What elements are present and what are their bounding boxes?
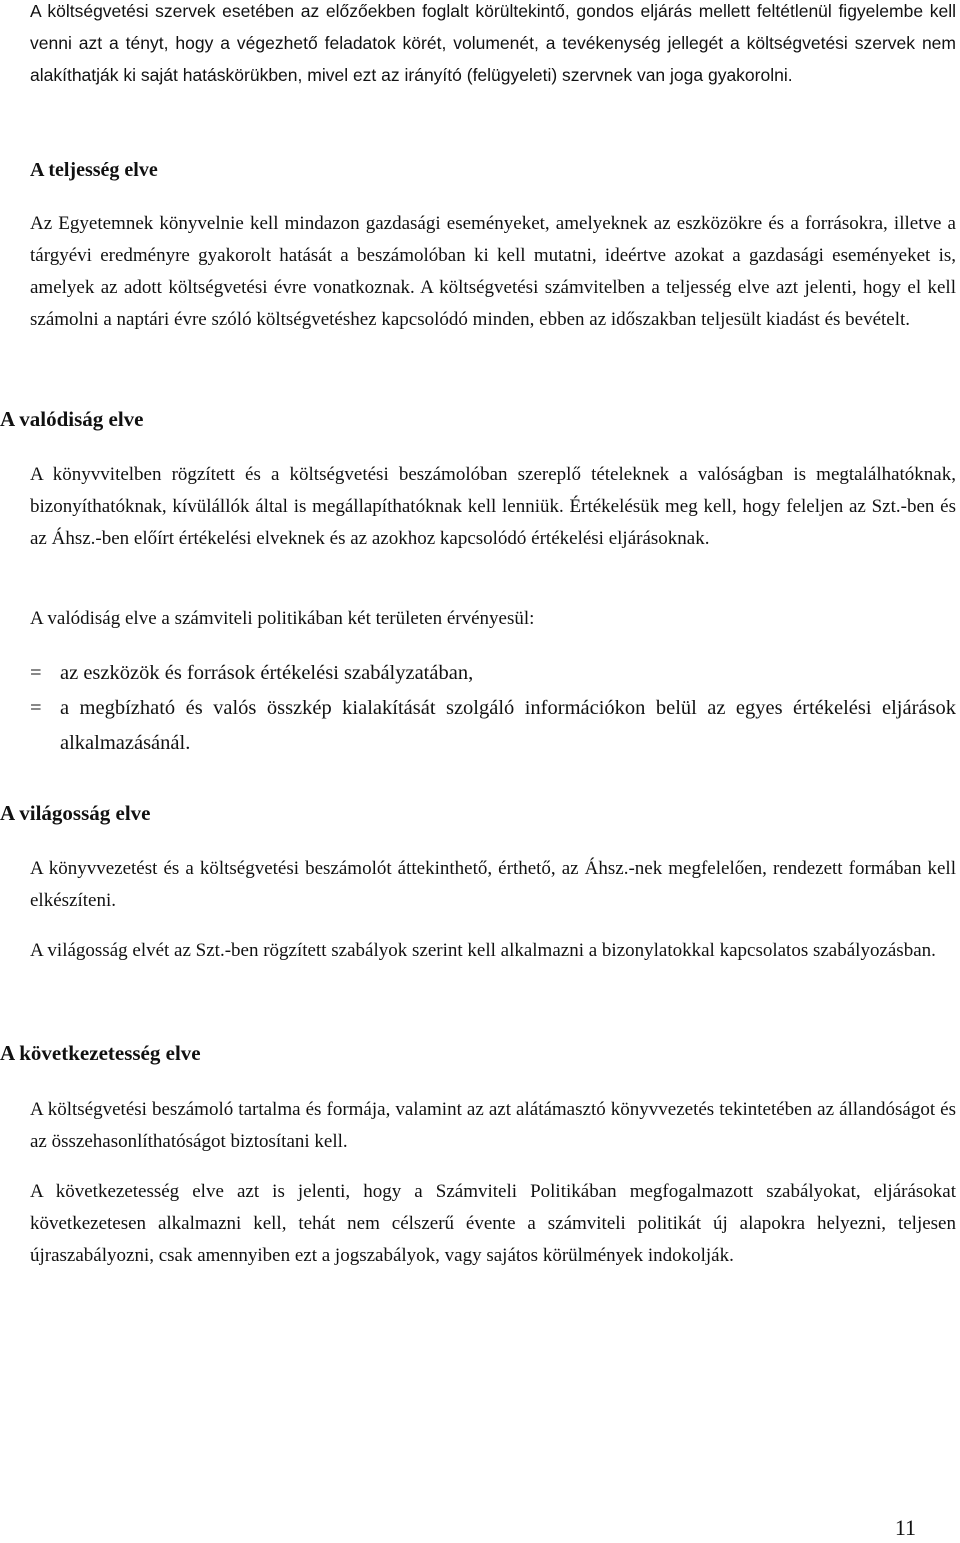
list-item-text: a megbízható és valós összkép kialakítását szolgáló információkon belül az egyes értékelési eljárások alkalmazásánál. xyxy=(60,697,956,754)
section-heading-vilagossag: A világosság elve xyxy=(0,801,151,825)
section-heading-teljesseg: A teljesség elve xyxy=(30,159,158,181)
list-item xyxy=(30,691,956,761)
section-heading-valodisag: A valódiság elve xyxy=(0,407,144,431)
valodisag-list xyxy=(30,656,956,761)
list-item xyxy=(30,656,956,691)
teljesseg-paragraph: Az Egyetemnek könyvelnie kell mindazon gazdasági eseményeket, amelyeknek az eszközökre és a forrásokra, illetve a tárgyévi eredményre gyakorolt hatását a beszámolóban ki kell mutatni, ideértve azokat a gazdasági eseményeket is, amelyek az adott költségvetési évre vonatkoznak. A költségvetési számvitelben a teljesség elve azt jelenti, hogy el kell számolni a naptári évre szóló költségvetéshez kapcsolódó minden, ebben az időszakban teljesült kiadást és bevételt. xyxy=(30,213,956,330)
intro-paragraph: A költségvetési szervek esetében az előzőekben foglalt körültekintő, gondos eljárás mellett feltétlenül figyelembe kell venni azt a tényt, hogy a végezhető feladatok körét, volumenét, a tevékenység jellegét a költségvetési szervek nem alakíthatják ki saját hatáskörükben, mivel ezt az irányító (felügyeleti) szervnek van joga gyakorolni. xyxy=(30,1,956,85)
list-item-text: az eszközök és források értékelési szabályzatában, xyxy=(60,662,474,684)
vilagossag-paragraph-2: A világosság elvét az Szt.-ben rögzített szabályok szerint kell alkalmazni a bizonylatokkal kapcsolatos szabályozásban. xyxy=(30,940,936,961)
equals-bullet-icon: = xyxy=(30,662,42,684)
valodisag-paragraph-1: A könyvvitelben rögzített és a költségvetési beszámolóban szereplő tételeknek a valóságban is megtalálhatóknak, bizonyíthatóknak, kívülállók által is megállapíthatóknak kell lenniük. Értékelésük meg kell, hogy feleljen az Szt.-ben és az Áhsz.-ben előírt értékelési elveknek és az azokhoz kapcsolódó értékelési eljárásoknak. xyxy=(30,464,956,549)
section-heading-kovetkezetesseg: A következetesség elve xyxy=(0,1041,201,1065)
kovetkezetesseg-paragraph-1: A költségvetési beszámoló tartalma és formája, valamint az azt alátámasztó könyvvezetés tekintetében az állandóságot és az összehasonlíthatóságot biztosítani kell. xyxy=(30,1099,956,1152)
kovetkezetesseg-paragraph-2: A következetesség elve azt is jelenti, hogy a Számviteli Politikában megfogalmazott szabályokat, eljárásokat következetesen alkalmazni kell, tehát nem célszerű évente a számviteli politikát új alapokra helyezni, teljesen újraszabályozni, csak amennyiben ezt a jogszabályok, vagy sajátos körülmények indokolják. xyxy=(30,1181,956,1266)
equals-bullet-icon: = xyxy=(30,697,42,719)
page-number: 11 xyxy=(894,1515,916,1540)
valodisag-paragraph-2: A valódiság elve a számviteli politikában két területen érvényesül: xyxy=(30,608,535,629)
vilagossag-paragraph-1: A könyvvezetést és a költségvetési beszámolót áttekinthető, érthető, az Áhsz.-nek megfelelően, rendezett formában kell elkészíteni. xyxy=(30,858,956,911)
